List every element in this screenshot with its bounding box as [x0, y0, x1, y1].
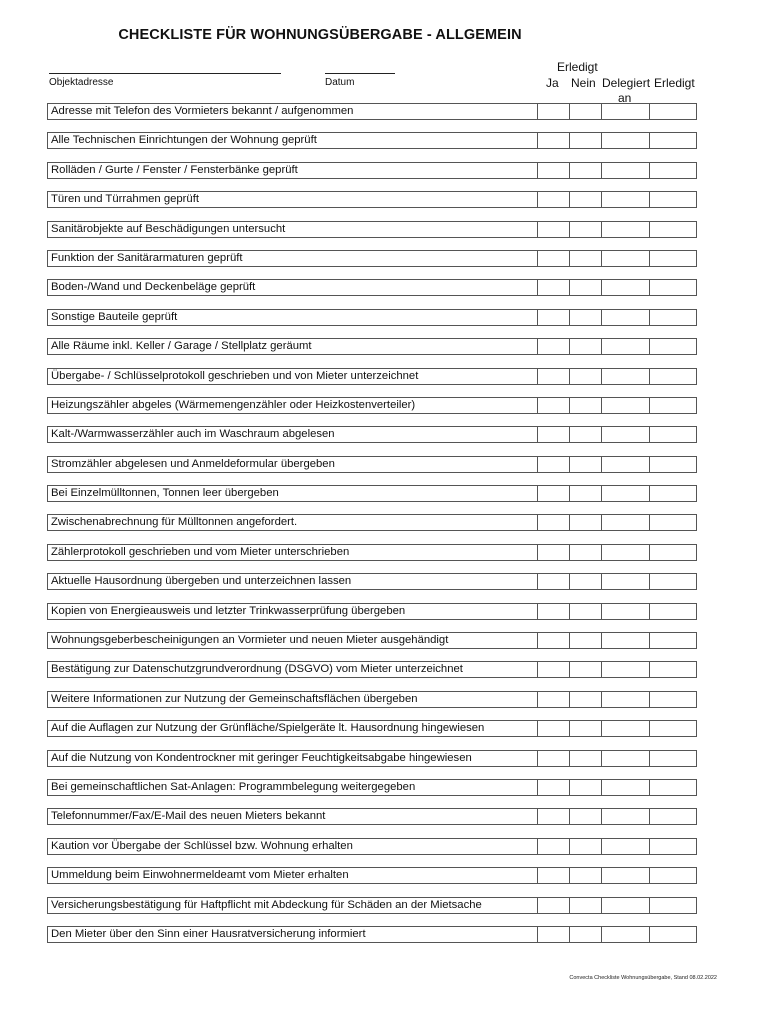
checklist-row [47, 544, 699, 561]
checkbox-yes[interactable] [537, 103, 570, 120]
date-input-line[interactable] [325, 62, 395, 74]
checkbox-done[interactable] [649, 309, 697, 326]
checkbox-no[interactable] [569, 514, 602, 531]
field-delegated[interactable] [601, 926, 650, 943]
checkbox-no[interactable] [569, 456, 602, 473]
checkbox-done[interactable] [649, 221, 697, 238]
checklist-item-label: Kalt-/Warmwasserzähler auch im Waschraum abgelesen [47, 426, 538, 443]
checklist-row [47, 103, 699, 120]
checkbox-yes[interactable] [537, 779, 570, 796]
checkbox-done[interactable] [649, 426, 697, 443]
checkbox-no[interactable] [569, 838, 602, 855]
checkbox-no[interactable] [569, 397, 602, 414]
checkbox-no[interactable] [569, 221, 602, 238]
checklist-row [47, 661, 699, 678]
field-delegated[interactable] [601, 779, 650, 796]
field-delegated[interactable] [601, 132, 650, 149]
field-delegated[interactable] [601, 661, 650, 678]
checkbox-no[interactable] [569, 897, 602, 914]
checklist-row [47, 867, 699, 884]
checkbox-done[interactable] [649, 661, 697, 678]
checklist-item-label: Auf die Nutzung von Kondentrockner mit geringer Feuchtigkeitsabgabe hingewiesen [47, 750, 538, 767]
checkbox-yes[interactable] [537, 632, 570, 649]
address-label: Objektadresse [49, 77, 114, 88]
checkbox-no[interactable] [569, 103, 602, 120]
checklist-item-label: Bei Einzelmülltonnen, Tonnen leer übergeben [47, 485, 538, 502]
checklist-row [47, 279, 699, 296]
checkbox-yes[interactable] [537, 279, 570, 296]
checkbox-yes[interactable] [537, 691, 570, 708]
checklist-row [47, 191, 699, 208]
checkbox-yes[interactable] [537, 250, 570, 267]
checklist-item-label: Funktion der Sanitärarmaturen geprüft [47, 250, 538, 267]
checklist-row [47, 838, 699, 855]
field-delegated[interactable] [601, 162, 650, 179]
field-delegated[interactable] [601, 426, 650, 443]
checklist-item-label: Den Mieter über den Sinn einer Hausratversicherung informiert [47, 926, 538, 943]
checklist-row [47, 250, 699, 267]
checklist-row [47, 514, 699, 531]
field-delegated[interactable] [601, 720, 650, 737]
checklist-item-label: Telefonnummer/Fax/E-Mail des neuen Mieters bekannt [47, 808, 538, 825]
checkbox-done[interactable] [649, 779, 697, 796]
checkbox-done[interactable] [649, 132, 697, 149]
checklist-item-label: Zählerprotokoll geschrieben und vom Mieter unterschrieben [47, 544, 538, 561]
field-delegated[interactable] [601, 544, 650, 561]
checklist-item-label: Rolläden / Gurte / Fenster / Fensterbänke geprüft [47, 162, 538, 179]
checklist-item-label: Aktuelle Hausordnung übergeben und unterzeichnen lassen [47, 573, 538, 590]
checklist-row [47, 720, 699, 737]
checklist-item-label: Bestätigung zur Datenschutzgrundverordnung (DSGVO) vom Mieter unterzeichnet [47, 661, 538, 678]
date-label: Datum [325, 77, 355, 88]
footer-note: Convecta Checkliste Wohnungsübergabe, Stand 08.02.2022 [569, 975, 717, 981]
field-delegated[interactable] [601, 250, 650, 267]
checkbox-no[interactable] [569, 808, 602, 825]
checkbox-yes[interactable] [537, 926, 570, 943]
checkbox-done[interactable] [649, 485, 697, 502]
checklist-item-label: Übergabe- / Schlüsselprotokoll geschrieben und von Mieter unterzeichnet [47, 368, 538, 385]
checkbox-yes[interactable] [537, 544, 570, 561]
checkbox-yes[interactable] [537, 838, 570, 855]
checklist-row [47, 750, 699, 767]
checklist-item-label: Alle Räume inkl. Keller / Garage / Stellplatz geräumt [47, 338, 538, 355]
checklist-row [47, 897, 699, 914]
checkbox-no[interactable] [569, 485, 602, 502]
field-delegated[interactable] [601, 338, 650, 355]
checkbox-no[interactable] [569, 250, 602, 267]
field-delegated[interactable] [601, 221, 650, 238]
checklist-item-label: Alle Technischen Einrichtungen der Wohnung geprüft [47, 132, 538, 149]
checkbox-no[interactable] [569, 338, 602, 355]
checklist-item-label: Versicherungsbestätigung für Haftpflicht mit Abdeckung für Schäden an der Mietsache [47, 897, 538, 914]
checkbox-done[interactable] [649, 838, 697, 855]
checklist-row [47, 926, 699, 943]
checkbox-done[interactable] [649, 867, 697, 884]
checklist-item-label: Türen und Türrahmen geprüft [47, 191, 538, 208]
field-delegated[interactable] [601, 808, 650, 825]
checklist-row [47, 456, 699, 473]
field-delegated[interactable] [601, 485, 650, 502]
field-delegated[interactable] [601, 750, 650, 767]
checkbox-yes[interactable] [537, 397, 570, 414]
checklist-row [47, 603, 699, 620]
checkbox-done[interactable] [649, 397, 697, 414]
checkbox-done[interactable] [649, 926, 697, 943]
checkbox-yes[interactable] [537, 485, 570, 502]
checklist-row [47, 132, 699, 149]
address-input-line[interactable] [49, 62, 281, 74]
field-delegated[interactable] [601, 514, 650, 531]
checkbox-no[interactable] [569, 632, 602, 649]
checkbox-no[interactable] [569, 720, 602, 737]
field-delegated[interactable] [601, 632, 650, 649]
field-delegated[interactable] [601, 867, 650, 884]
checkbox-yes[interactable] [537, 661, 570, 678]
checkbox-no[interactable] [569, 779, 602, 796]
checkbox-no[interactable] [569, 573, 602, 590]
checklist-row [47, 309, 699, 326]
checklist-row [47, 338, 699, 355]
checklist-row [47, 573, 699, 590]
checkbox-no[interactable] [569, 926, 602, 943]
checklist-row [47, 397, 699, 414]
field-delegated[interactable] [601, 456, 650, 473]
checkbox-done[interactable] [649, 162, 697, 179]
checklist-item-label: Zwischenabrechnung für Mülltonnen angefordert. [47, 514, 538, 531]
checkbox-done[interactable] [649, 897, 697, 914]
field-delegated[interactable] [601, 368, 650, 385]
field-delegated[interactable] [601, 279, 650, 296]
checkbox-no[interactable] [569, 426, 602, 443]
checkbox-done[interactable] [649, 691, 697, 708]
field-delegated[interactable] [601, 397, 650, 414]
checkbox-done[interactable] [649, 368, 697, 385]
checkbox-done[interactable] [649, 279, 697, 296]
page-title: CHECKLISTE FÜR WOHNUNGSÜBERGABE - ALLGEMEIN [118, 27, 522, 43]
checkbox-yes[interactable] [537, 750, 570, 767]
column-header-done: Erledigt [654, 76, 695, 90]
checkbox-yes[interactable] [537, 808, 570, 825]
checkbox-done[interactable] [649, 103, 697, 120]
checklist-item-label: Heizungszähler abgeles (Wärmemengenzähler oder Heizkostenverteiler) [47, 397, 538, 414]
column-header-no: Nein [571, 76, 596, 90]
checklist-item-label: Auf die Auflagen zur Nutzung der Grünfläche/Spielgeräte lt. Hausordnung hingewiesen [47, 720, 538, 737]
checkbox-done[interactable] [649, 720, 697, 737]
column-group-header: Erledigt [557, 60, 598, 74]
checkbox-no[interactable] [569, 661, 602, 678]
checkbox-yes[interactable] [537, 514, 570, 531]
field-delegated[interactable] [601, 691, 650, 708]
checklist-item-label: Sonstige Bauteile geprüft [47, 309, 538, 326]
checkbox-no[interactable] [569, 368, 602, 385]
field-delegated[interactable] [601, 897, 650, 914]
checkbox-yes[interactable] [537, 132, 570, 149]
checkbox-yes[interactable] [537, 426, 570, 443]
field-delegated[interactable] [601, 103, 650, 120]
checkbox-yes[interactable] [537, 867, 570, 884]
checkbox-no[interactable] [569, 750, 602, 767]
checkbox-no[interactable] [569, 132, 602, 149]
column-headers [520, 59, 710, 107]
checkbox-yes[interactable] [537, 720, 570, 737]
checkbox-yes[interactable] [537, 603, 570, 620]
checklist-item-label: Kaution vor Übergabe der Schlüssel bzw. Wohnung erhalten [47, 838, 538, 855]
date-field[interactable] [325, 62, 395, 88]
checkbox-done[interactable] [649, 750, 697, 767]
checklist-item-label: Ummeldung beim Einwohnermeldeamt vom Mieter erhalten [47, 867, 538, 884]
field-delegated[interactable] [601, 191, 650, 208]
field-delegated[interactable] [601, 309, 650, 326]
checkbox-no[interactable] [569, 309, 602, 326]
checklist-row [47, 221, 699, 238]
checkbox-done[interactable] [649, 514, 697, 531]
checkbox-yes[interactable] [537, 221, 570, 238]
checkbox-yes[interactable] [537, 456, 570, 473]
checklist-row [47, 779, 699, 796]
checkbox-done[interactable] [649, 544, 697, 561]
checkbox-yes[interactable] [537, 573, 570, 590]
checkbox-done[interactable] [649, 456, 697, 473]
checkbox-no[interactable] [569, 162, 602, 179]
checklist-item-label: Weitere Informationen zur Nutzung der Gemeinschaftsflächen übergeben [47, 691, 538, 708]
checkbox-no[interactable] [569, 544, 602, 561]
checkbox-yes[interactable] [537, 309, 570, 326]
checkbox-yes[interactable] [537, 897, 570, 914]
column-header-delegated: Delegiert [602, 76, 651, 90]
checkbox-done[interactable] [649, 573, 697, 590]
checkbox-done[interactable] [649, 603, 697, 620]
checklist-row [47, 162, 699, 179]
field-delegated[interactable] [601, 838, 650, 855]
checkbox-no[interactable] [569, 191, 602, 208]
checkbox-done[interactable] [649, 191, 697, 208]
checkbox-yes[interactable] [537, 368, 570, 385]
checkbox-yes[interactable] [537, 191, 570, 208]
checklist-item-label: Sanitärobjekte auf Beschädigungen untersucht [47, 221, 538, 238]
column-header-delegated-suffix: an [618, 91, 632, 105]
checklist-item-label: Kopien von Energieausweis und letzter Trinkwasserprüfung übergeben [47, 603, 538, 620]
checklist-item-label: Wohnungsgeberbescheinigungen an Vormieter und neuen Mieter ausgehändigt [47, 632, 538, 649]
checklist-item-label: Stromzähler abgelesen und Anmeldeformular übergeben [47, 456, 538, 473]
field-delegated[interactable] [601, 603, 650, 620]
address-field[interactable] [49, 62, 281, 88]
checkbox-done[interactable] [649, 632, 697, 649]
checkbox-no[interactable] [569, 603, 602, 620]
checklist-row [47, 691, 699, 708]
checkbox-done[interactable] [649, 808, 697, 825]
checkbox-done[interactable] [649, 338, 697, 355]
checklist-item-label: Bei gemeinschaftlichen Sat-Anlagen: Programmbelegung weitergegeben [47, 779, 538, 796]
checkbox-no[interactable] [569, 279, 602, 296]
checkbox-done[interactable] [649, 250, 697, 267]
checkbox-no[interactable] [569, 867, 602, 884]
checklist-item-label: Boden-/Wand und Deckenbeläge geprüft [47, 279, 538, 296]
checklist-item-label: Adresse mit Telefon des Vormieters bekannt / aufgenommen [47, 103, 538, 120]
checkbox-no[interactable] [569, 691, 602, 708]
checklist-row [47, 808, 699, 825]
checkbox-yes[interactable] [537, 338, 570, 355]
checklist-table [47, 103, 699, 955]
checklist-row [47, 485, 699, 502]
checklist-row [47, 632, 699, 649]
checklist-row [47, 426, 699, 443]
checkbox-yes[interactable] [537, 162, 570, 179]
column-header-yes: Ja [546, 76, 559, 90]
field-delegated[interactable] [601, 573, 650, 590]
checklist-row [47, 368, 699, 385]
